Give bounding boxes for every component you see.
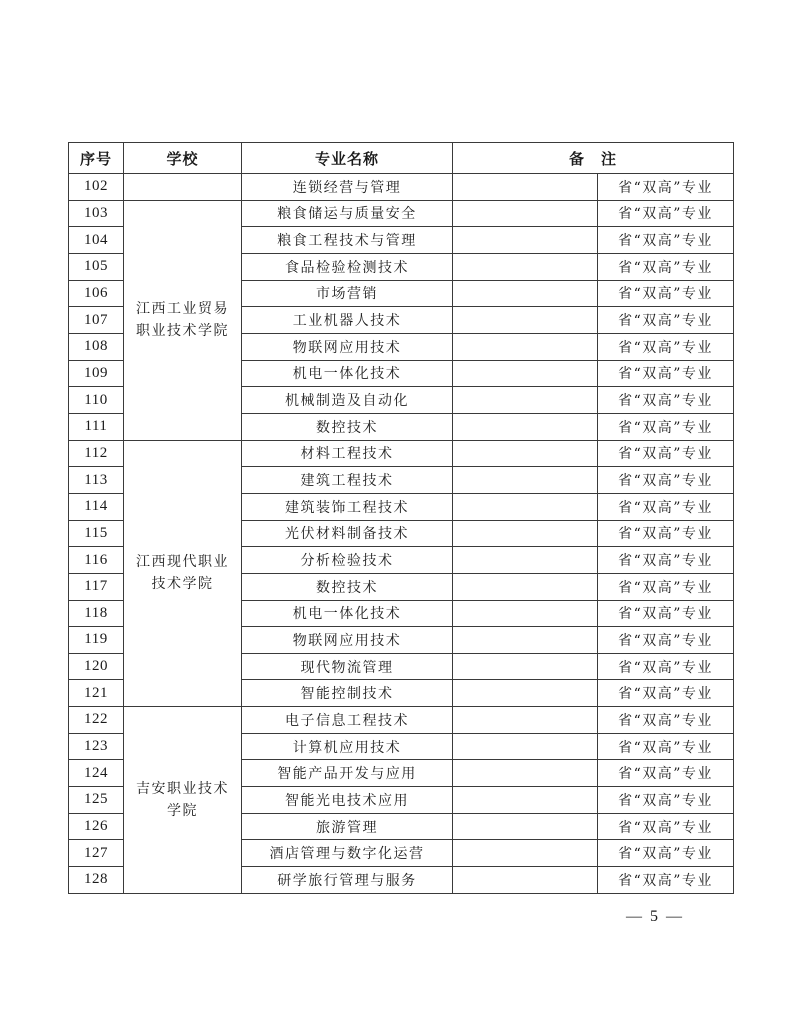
- remark-cell: 省“双高”专业: [598, 547, 734, 574]
- remark-cell: 省“双高”专业: [598, 840, 734, 867]
- major-name-cell: 机械制造及自动化: [242, 387, 453, 414]
- major-name-cell: 智能控制技术: [242, 680, 453, 707]
- remark-cell: 省“双高”专业: [598, 493, 734, 520]
- row-index-cell: 121: [69, 680, 124, 707]
- table-header: [69, 143, 734, 174]
- remark-cell: 省“双高”专业: [598, 307, 734, 334]
- school-cell: [124, 200, 242, 440]
- row-index-cell: 125: [69, 787, 124, 814]
- major-name-cell: 机电一体化技术: [242, 360, 453, 387]
- remark-cell: 省“双高”专业: [598, 333, 734, 360]
- table-body: [69, 174, 734, 894]
- note-cell: [453, 573, 598, 600]
- note-cell: [453, 413, 598, 440]
- remark-cell: 省“双高”专业: [598, 387, 734, 414]
- row-index-cell: 109: [69, 360, 124, 387]
- major-name-cell: 粮食工程技术与管理: [242, 227, 453, 254]
- major-name-cell: 连锁经营与管理: [242, 174, 453, 201]
- table-row: [69, 174, 734, 201]
- remark-cell: 省“双高”专业: [598, 787, 734, 814]
- header-index: 序号: [69, 143, 124, 174]
- note-cell: [453, 467, 598, 494]
- row-index-cell: 123: [69, 733, 124, 760]
- row-index-cell: 111: [69, 413, 124, 440]
- major-name-cell: 市场营销: [242, 280, 453, 307]
- note-cell: [453, 253, 598, 280]
- row-index-cell: 110: [69, 387, 124, 414]
- remark-cell: 省“双高”专业: [598, 253, 734, 280]
- major-name-cell: 分析检验技术: [242, 547, 453, 574]
- major-name-cell: 建筑工程技术: [242, 467, 453, 494]
- note-cell: [453, 547, 598, 574]
- note-cell: [453, 627, 598, 654]
- note-cell: [453, 787, 598, 814]
- remark-cell: 省“双高”专业: [598, 600, 734, 627]
- remark-cell: 省“双高”专业: [598, 280, 734, 307]
- note-cell: [453, 307, 598, 334]
- row-index-cell: 104: [69, 227, 124, 254]
- note-cell: [453, 360, 598, 387]
- remark-cell: 省“双高”专业: [598, 520, 734, 547]
- major-name-cell: 研学旅行管理与服务: [242, 867, 453, 894]
- row-index-cell: 113: [69, 467, 124, 494]
- remark-cell: 省“双高”专业: [598, 680, 734, 707]
- row-index-cell: 105: [69, 253, 124, 280]
- remark-cell: 省“双高”专业: [598, 467, 734, 494]
- note-cell: [453, 707, 598, 734]
- major-name-cell: 材料工程技术: [242, 440, 453, 467]
- note-cell: [453, 227, 598, 254]
- row-index-cell: 124: [69, 760, 124, 787]
- row-index-cell: 102: [69, 174, 124, 201]
- major-name-cell: 数控技术: [242, 573, 453, 600]
- major-name-cell: 智能产品开发与应用: [242, 760, 453, 787]
- school-name: 江西工业贸易职业技术学院: [136, 301, 229, 340]
- note-cell: [453, 174, 598, 201]
- remark-cell: 省“双高”专业: [598, 627, 734, 654]
- note-cell: [453, 600, 598, 627]
- row-index-cell: 119: [69, 627, 124, 654]
- row-index-cell: 122: [69, 707, 124, 734]
- note-cell: [453, 867, 598, 894]
- remark-cell: 省“双高”专业: [598, 733, 734, 760]
- row-index-cell: 112: [69, 440, 124, 467]
- school-cell: [124, 174, 242, 201]
- note-cell: [453, 333, 598, 360]
- row-index-cell: 118: [69, 600, 124, 627]
- row-index-cell: 115: [69, 520, 124, 547]
- remark-cell: 省“双高”专业: [598, 413, 734, 440]
- major-name-cell: 数控技术: [242, 413, 453, 440]
- major-name-cell: 物联网应用技术: [242, 627, 453, 654]
- row-index-cell: 126: [69, 813, 124, 840]
- school-cell: [124, 707, 242, 894]
- remark-cell: 省“双高”专业: [598, 573, 734, 600]
- major-name-cell: 食品检验检测技术: [242, 253, 453, 280]
- note-cell: [453, 387, 598, 414]
- table-row: [69, 440, 734, 467]
- row-index-cell: 106: [69, 280, 124, 307]
- major-name-cell: 智能光电技术应用: [242, 787, 453, 814]
- note-cell: [453, 680, 598, 707]
- note-cell: [453, 520, 598, 547]
- remark-cell: 省“双高”专业: [598, 227, 734, 254]
- major-name-cell: 机电一体化技术: [242, 600, 453, 627]
- header-school: 学校: [124, 143, 242, 174]
- remark-cell: 省“双高”专业: [598, 813, 734, 840]
- major-name-cell: 工业机器人技术: [242, 307, 453, 334]
- major-name-cell: 计算机应用技术: [242, 733, 453, 760]
- major-name-cell: 电子信息工程技术: [242, 707, 453, 734]
- remark-cell: 省“双高”专业: [598, 867, 734, 894]
- note-cell: [453, 200, 598, 227]
- note-cell: [453, 733, 598, 760]
- note-cell: [453, 840, 598, 867]
- remark-cell: 省“双高”专业: [598, 440, 734, 467]
- major-name-cell: 建筑装饰工程技术: [242, 493, 453, 520]
- row-index-cell: 128: [69, 867, 124, 894]
- school-name: 江西现代职业技术学院: [136, 554, 229, 593]
- remark-cell: 省“双高”专业: [598, 760, 734, 787]
- row-index-cell: 116: [69, 547, 124, 574]
- major-name-cell: 粮食储运与质量安全: [242, 200, 453, 227]
- school-cell: [124, 440, 242, 707]
- remark-cell: 省“双高”专业: [598, 174, 734, 201]
- remark-cell: 省“双高”专业: [598, 653, 734, 680]
- row-index-cell: 103: [69, 200, 124, 227]
- remark-cell: 省“双高”专业: [598, 707, 734, 734]
- header-row: [69, 143, 734, 174]
- page-number: — 5 —: [626, 908, 684, 925]
- note-cell: [453, 280, 598, 307]
- table-row: [69, 707, 734, 734]
- header-remark: 备 注: [453, 143, 734, 174]
- row-index-cell: 120: [69, 653, 124, 680]
- row-index-cell: 114: [69, 493, 124, 520]
- major-name-cell: 光伏材料制备技术: [242, 520, 453, 547]
- table-row: [69, 200, 734, 227]
- row-index-cell: 117: [69, 573, 124, 600]
- row-index-cell: 107: [69, 307, 124, 334]
- note-cell: [453, 440, 598, 467]
- majors-table: [68, 142, 734, 894]
- note-cell: [453, 493, 598, 520]
- school-name: 吉安职业技术学院: [136, 780, 229, 819]
- header-major: 专业名称: [242, 143, 453, 174]
- major-name-cell: 旅游管理: [242, 813, 453, 840]
- major-name-cell: 酒店管理与数字化运营: [242, 840, 453, 867]
- major-name-cell: 现代物流管理: [242, 653, 453, 680]
- major-name-cell: 物联网应用技术: [242, 333, 453, 360]
- note-cell: [453, 653, 598, 680]
- note-cell: [453, 760, 598, 787]
- note-cell: [453, 813, 598, 840]
- remark-cell: 省“双高”专业: [598, 200, 734, 227]
- remark-cell: 省“双高”专业: [598, 360, 734, 387]
- row-index-cell: 127: [69, 840, 124, 867]
- row-index-cell: 108: [69, 333, 124, 360]
